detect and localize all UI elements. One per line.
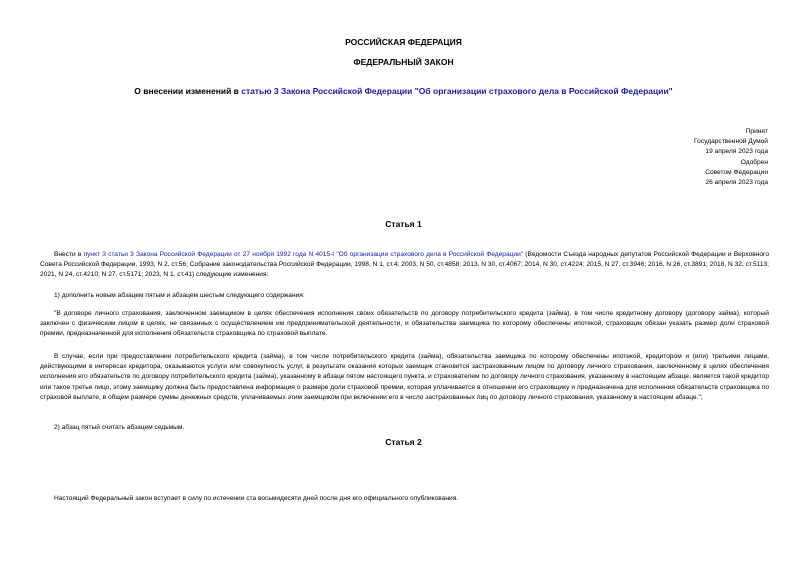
intro-suffix: (Ведомости Съезда народных депутатов Российской Федерации и Верховного Совета Российской Федерации, 1993, N 2, ст.56; Собрание законодательства Российской Федерации, 1998, N 1, ст.4; 2003, N 50, ст.4858; 2013, N 30, ст.4067; 2014, N 30, ст.4224; 2015, N 27, ст.3946; 2016, N 26, ст.3891; 2018, N 32, ст.5113; 2021, N 24, ст.4210; N 27, ст.5171; 2023, N 1, ст.41) следующие изменения:	[40, 251, 770, 279]
article-1-item-1: 1) дополнить новым абзацем пятым и абзацем шестым следующего содержания:	[54, 292, 305, 299]
article-1-quote-paragraph-2: В случае, если при предоставлении потребительского кредита (займа), в том числе потребительского кредита (займа), обязательства заемщика по которому обеспечены ипотекой, кредитором и (или) третьими лицами, действующими в интересах кредитора, оказываются услуги или совокупность услуг, в результате оказания которых заемщик становится застрахованным лицом по договору личного страхования, заключенному в целях обеспечения исполнения его обязательств по договору потребительского кредита (займа), указанному в абзаце пятом настоящего пункта, и страхователем по договору личного страхования, указанному в настоящем абзаце, является такой кредитор или такое третье лицо, этому заемщику должна быть предоставлена информация о размере доли страховой премии, которая уплачивается в отношении его страховщику и предназначена для исполнения обязательств страховщика по страховой выплате, в общем размере суммы денежных средств, уплачиваемых этим заемщиком при включении его в число застрахованных лиц по договору личного страхования, указанному в настоящем абзаце.";	[40, 353, 769, 401]
adoption-line: Принят	[745, 128, 768, 135]
article-1-item-2: 2) абзац пятый считать абзацем седьмым.	[54, 424, 185, 431]
law-title-prefix: О внесении изменений в	[134, 86, 242, 96]
article-1-heading: Статья 1	[385, 219, 422, 229]
adoption-line: Государственной Думой	[694, 138, 768, 146]
article-2-heading: Статья 2	[385, 437, 422, 447]
law-title	[0, 86, 807, 96]
intro-law-link[interactable]: пункт 3 статьи 3 Закона Российской Федерации от 27 ноября 1992 года N 4015-I "Об организации страхового дела в Российской Федерации"	[83, 251, 524, 258]
country-heading: РОССИЙСКАЯ ФЕДЕРАЦИЯ	[345, 37, 462, 47]
article-1-quote-paragraph-1: "В договоре личного страхования, заключенном заемщиком в целях обеспечения исполнения своих обязательств по договору потребительского кредита (займа), в том числе кредитному договору (договору займа), который заключен с физическим лицом в целях, не связанных с осуществлением им предпринимательской деятельности, и обязательства заемщика по которому обеспечены ипотекой, страховщик обязан указать размер доли страховой премии, предназначенной для исполнения обязательств страховщика по страховой выплате.	[40, 310, 769, 338]
adoption-info	[568, 127, 768, 188]
article-2-text: Настоящий Федеральный закон вступает в силу по истечении ста восьмидесяти дней после дня его официального опубликования.	[54, 495, 459, 502]
article-1-intro	[40, 250, 769, 281]
adoption-line: Одобрен	[740, 158, 768, 166]
law-type-heading: ФЕДЕРАЛЬНЫЙ ЗАКОН	[353, 57, 454, 67]
intro-prefix: Внести в	[54, 251, 84, 258]
adoption-line: Советом Федерации	[705, 168, 768, 176]
law-title-link[interactable]: статью 3 Закона Российской Федерации "Об организации страхового дела в Российской Федерации"	[241, 86, 673, 96]
adoption-line: 19 апреля 2023 года	[705, 148, 768, 156]
adoption-line: 26 апреля 2023 года	[705, 179, 768, 187]
